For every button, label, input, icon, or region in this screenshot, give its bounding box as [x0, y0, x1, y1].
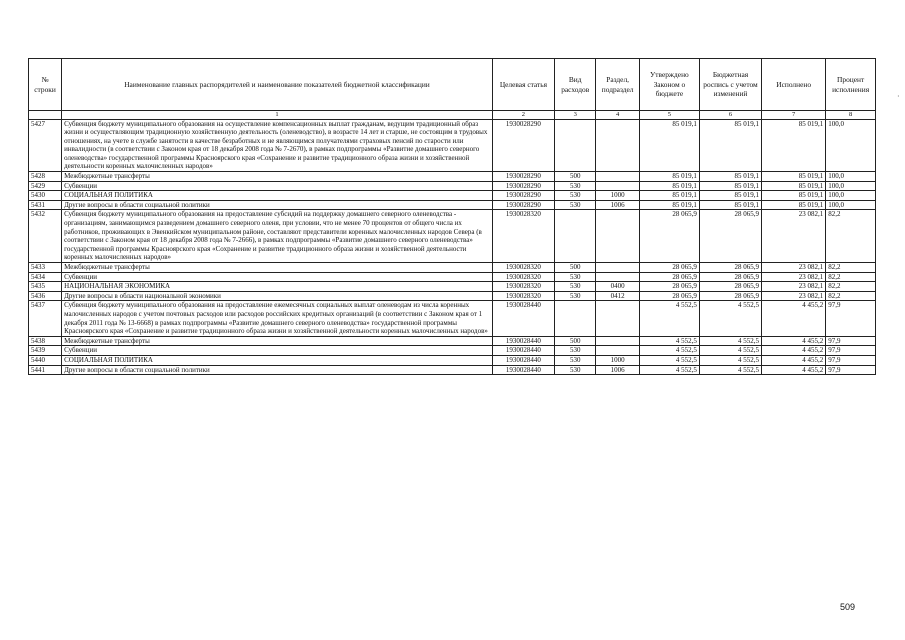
cell-name: Другие вопросы в области национальной экономики [62, 291, 493, 301]
cell-approved: 85 019,1 [639, 191, 699, 201]
cell-approved: 4 552,5 [639, 301, 699, 336]
cell-percent: 100,0 [826, 200, 876, 210]
cell-budget-plan: 4 552,5 [699, 301, 761, 336]
cell-section [596, 172, 639, 182]
cell-section [596, 210, 639, 263]
cell-row-number: 5434 [29, 272, 62, 282]
cell-name: Субвенция бюджету муниципального образования на осуществление компенсационных выплат гражданам, ведущим традиционный образ жизни и осуществляющим традиционную хозяйственную деятельность (оленеводство), в возрасте 14 лет и старше, не состоящим в трудовых отношениях, на учете в службе занятости в качестве безработных и не являющимся получателями страховых пенсий по старости или инвалидности (в соответствии с Законом края от 18 декабря 2008 года № 7-2670), в рамках подпрограммы «Развитие домашнего северного оленеводства» государственной программы Красноярского края «Сохранение и развитие традиционного образа жизни и хозяйственной деятельности коренных малочисленных народов» [62, 119, 493, 172]
cell-budget-plan: 4 552,5 [699, 355, 761, 365]
header-row-no: № строки [29, 59, 62, 111]
cell-expense-type: 530 [554, 291, 595, 301]
cell-expense-type [554, 210, 595, 263]
cell-budget-plan: 85 019,1 [699, 172, 761, 182]
cell-expense-type: 500 [554, 263, 595, 273]
cell-percent: 100,0 [826, 172, 876, 182]
cell-percent: 97,9 [826, 355, 876, 365]
cell-percent: 97,9 [826, 365, 876, 375]
header-approved: Утверждено Законом о бюджете [639, 59, 699, 111]
cell-section [596, 301, 639, 336]
cell-section [596, 336, 639, 346]
cell-section [596, 119, 639, 172]
cell-executed: 85 019,1 [762, 181, 826, 191]
cell-name: Субвенции [62, 272, 493, 282]
cell-expense-type: 530 [554, 355, 595, 365]
cell-executed: 4 455,2 [762, 355, 826, 365]
header-section: Раздел, подраздел [596, 59, 639, 111]
table-row [29, 119, 876, 172]
cell-approved: 85 019,1 [639, 181, 699, 191]
cell-percent: 82,2 [826, 282, 876, 292]
cell-row-number: 5440 [29, 355, 62, 365]
cell-row-number: 5441 [29, 365, 62, 375]
budget-table [28, 58, 876, 375]
cell-executed: 23 082,1 [762, 291, 826, 301]
cell-budget-plan: 85 019,1 [699, 119, 761, 172]
cell-expense-type: 500 [554, 336, 595, 346]
cell-name: Межбюджетные трансферты [62, 336, 493, 346]
column-number: 6 [699, 111, 761, 120]
column-number: 8 [826, 111, 876, 120]
cell-name: НАЦИОНАЛЬНАЯ ЭКОНОМИКА [62, 282, 493, 292]
cell-approved: 4 552,5 [639, 365, 699, 375]
cell-approved: 28 065,9 [639, 263, 699, 273]
cell-section [596, 272, 639, 282]
column-number: 7 [762, 111, 826, 120]
cell-name: Другие вопросы в области социальной политики [62, 200, 493, 210]
cell-name: Межбюджетные трансферты [62, 263, 493, 273]
column-number: 3 [554, 111, 595, 120]
cell-section: 1000 [596, 191, 639, 201]
cell-approved: 28 065,9 [639, 291, 699, 301]
header-percent: Процент исполнения [826, 59, 876, 111]
cell-approved: 85 019,1 [639, 119, 699, 172]
cell-executed: 23 082,1 [762, 210, 826, 263]
cell-row-number: 5427 [29, 119, 62, 172]
cell-percent: 100,0 [826, 119, 876, 172]
cell-row-number: 5435 [29, 282, 62, 292]
column-number: 1 [62, 111, 493, 120]
cell-budget-plan: 28 065,9 [699, 282, 761, 292]
cell-expense-type: 530 [554, 200, 595, 210]
cell-percent: 100,0 [826, 181, 876, 191]
cell-target-article: 1930028440 [492, 355, 554, 365]
cell-section [596, 181, 639, 191]
column-number: 5 [639, 111, 699, 120]
cell-executed: 85 019,1 [762, 191, 826, 201]
cell-percent: 100,0 [826, 191, 876, 201]
margin-mark: · [897, 92, 900, 101]
cell-expense-type: 530 [554, 272, 595, 282]
cell-executed: 23 082,1 [762, 272, 826, 282]
cell-expense-type: 530 [554, 181, 595, 191]
column-number: 2 [492, 111, 554, 120]
cell-budget-plan: 28 065,9 [699, 291, 761, 301]
cell-row-number: 5437 [29, 301, 62, 336]
cell-name: Субвенция бюджету муниципального образования на предоставление субсидий на поддержку домашнего северного оленеводства - организациям, занимающимся разведением домашнего северного оленя, при условии, что не менее 70 процентов от общего числа их работников, проживающих в Эвенкийском муниципальном районе, составляют представители коренных малочисленных народов Севера (в соответствии с Законом края от 18 декабря 2008 года № 7-2666), в рамках подпрограммы «Развитие домашнего северного оленеводства» государственной программы Красноярского края «Сохранение и развитие традиционного образа жизни и хозяйственной деятельности коренных малочисленных народов» [62, 210, 493, 263]
cell-expense-type: 530 [554, 282, 595, 292]
table-row [29, 291, 876, 301]
cell-row-number: 5428 [29, 172, 62, 182]
table-row [29, 365, 876, 375]
cell-name: СОЦИАЛЬНАЯ ПОЛИТИКА [62, 355, 493, 365]
cell-approved: 85 019,1 [639, 172, 699, 182]
cell-approved: 28 065,9 [639, 210, 699, 263]
cell-name: Субвенции [62, 346, 493, 356]
cell-row-number: 5432 [29, 210, 62, 263]
cell-budget-plan: 28 065,9 [699, 263, 761, 273]
header-budget-plan: Бюджетная роспись с учетом изменений [699, 59, 761, 111]
cell-expense-type: 530 [554, 346, 595, 356]
table-row [29, 336, 876, 346]
cell-executed: 85 019,1 [762, 172, 826, 182]
cell-target-article: 1930028290 [492, 191, 554, 201]
cell-budget-plan: 85 019,1 [699, 181, 761, 191]
table-row [29, 263, 876, 273]
cell-budget-plan: 28 065,9 [699, 272, 761, 282]
cell-percent: 82,2 [826, 272, 876, 282]
cell-row-number: 5436 [29, 291, 62, 301]
table-row [29, 172, 876, 182]
cell-percent: 82,2 [826, 263, 876, 273]
table-row [29, 181, 876, 191]
cell-row-number: 5429 [29, 181, 62, 191]
cell-name: Субвенции [62, 181, 493, 191]
cell-percent: 97,9 [826, 346, 876, 356]
cell-target-article: 1930028290 [492, 181, 554, 191]
header-executed: Исполнено [762, 59, 826, 111]
cell-percent: 82,2 [826, 291, 876, 301]
table-row [29, 200, 876, 210]
cell-budget-plan: 85 019,1 [699, 191, 761, 201]
cell-percent: 82,2 [826, 210, 876, 263]
cell-expense-type: 530 [554, 365, 595, 375]
cell-executed: 4 455,2 [762, 336, 826, 346]
cell-executed: 85 019,1 [762, 119, 826, 172]
table-row [29, 355, 876, 365]
cell-budget-plan: 4 552,5 [699, 365, 761, 375]
header-row [29, 59, 876, 111]
cell-target-article: 1930028320 [492, 291, 554, 301]
cell-budget-plan: 85 019,1 [699, 200, 761, 210]
table-row [29, 301, 876, 336]
cell-name: Межбюджетные трансферты [62, 172, 493, 182]
cell-expense-type [554, 119, 595, 172]
cell-approved: 28 065,9 [639, 272, 699, 282]
cell-target-article: 1930028290 [492, 172, 554, 182]
cell-section: 1000 [596, 355, 639, 365]
cell-percent: 97,9 [826, 336, 876, 346]
column-number: 4 [596, 111, 639, 120]
cell-section: 1006 [596, 365, 639, 375]
header-name: Наименование главных распорядителей и наименование показателей бюджетной классификации [62, 59, 493, 111]
cell-percent: 97,9 [826, 301, 876, 336]
cell-name: Другие вопросы в области социальной политики [62, 365, 493, 375]
cell-budget-plan: 4 552,5 [699, 336, 761, 346]
cell-name: Субвенция бюджету муниципального образования на предоставление ежемесячных социальных выплат оленеводам из числа коренных малочисленных народов с учетом почтовых расходов или расходов российских кредитных организаций (в соответствии с Законом края от 1 декабря 2011 года № 13-6668) в рамках подпрограммы «Развитие домашнего северного оленеводства» государственной программы Красноярского края «Сохранение и развитие традиционного образа жизни и хозяйственной деятельности коренных малочисленных народов» [62, 301, 493, 336]
cell-row-number: 5431 [29, 200, 62, 210]
column-number-row [29, 111, 876, 120]
cell-executed: 23 082,1 [762, 263, 826, 273]
cell-row-number: 5438 [29, 336, 62, 346]
cell-section [596, 346, 639, 356]
cell-section [596, 263, 639, 273]
cell-budget-plan: 4 552,5 [699, 346, 761, 356]
cell-expense-type: 500 [554, 172, 595, 182]
cell-target-article: 1930028440 [492, 365, 554, 375]
cell-section: 0412 [596, 291, 639, 301]
cell-executed: 85 019,1 [762, 200, 826, 210]
cell-executed: 4 455,2 [762, 346, 826, 356]
table-row [29, 272, 876, 282]
cell-row-number: 5439 [29, 346, 62, 356]
cell-approved: 28 065,9 [639, 282, 699, 292]
cell-target-article: 1930028440 [492, 336, 554, 346]
table-row [29, 191, 876, 201]
cell-expense-type: 530 [554, 191, 595, 201]
cell-target-article: 1930028290 [492, 119, 554, 172]
cell-target-article: 1930028320 [492, 282, 554, 292]
header-target-article: Целевая статья [492, 59, 554, 111]
cell-approved: 4 552,5 [639, 355, 699, 365]
cell-target-article: 1930028320 [492, 272, 554, 282]
cell-executed: 4 455,2 [762, 301, 826, 336]
page-number: 509 [840, 602, 856, 612]
cell-section: 0400 [596, 282, 639, 292]
cell-row-number: 5433 [29, 263, 62, 273]
cell-target-article: 1930028440 [492, 346, 554, 356]
cell-name: СОЦИАЛЬНАЯ ПОЛИТИКА [62, 191, 493, 201]
cell-budget-plan: 28 065,9 [699, 210, 761, 263]
cell-executed: 23 082,1 [762, 282, 826, 292]
column-number [29, 111, 62, 120]
cell-approved: 4 552,5 [639, 346, 699, 356]
header-expense-type: Вид расходов [554, 59, 595, 111]
cell-expense-type [554, 301, 595, 336]
cell-approved: 4 552,5 [639, 336, 699, 346]
cell-target-article: 1930028440 [492, 301, 554, 336]
table-row [29, 346, 876, 356]
cell-target-article: 1930028320 [492, 210, 554, 263]
cell-target-article: 1930028290 [492, 200, 554, 210]
cell-approved: 85 019,1 [639, 200, 699, 210]
table-row [29, 282, 876, 292]
cell-target-article: 1930028320 [492, 263, 554, 273]
cell-executed: 4 455,2 [762, 365, 826, 375]
cell-section: 1006 [596, 200, 639, 210]
cell-row-number: 5430 [29, 191, 62, 201]
table-row [29, 210, 876, 263]
